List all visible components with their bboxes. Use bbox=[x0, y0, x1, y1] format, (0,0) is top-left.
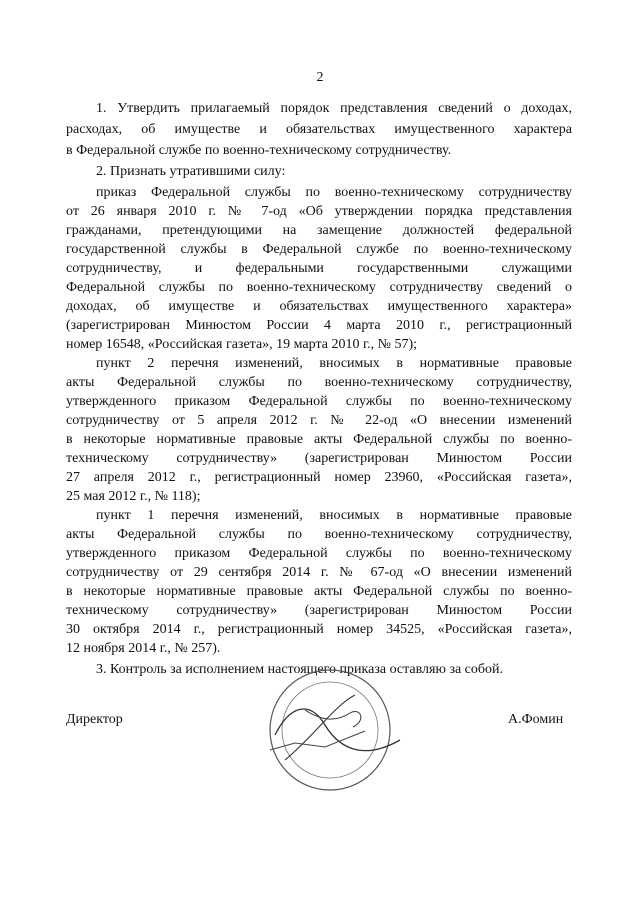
text-line: сотрудничеству от 29 сентября 2014 г. № 67-од «О внесении изменений bbox=[66, 565, 572, 580]
text-line: техническому сотрудничеству» (зарегистрирован Минюстом России bbox=[66, 603, 572, 618]
text-line: 27 апреля 2012 г., регистрационный номер 23960, «Российская газета», bbox=[66, 470, 572, 485]
text-line: доходах, об имуществе и обязательствах имущественного характера» bbox=[66, 299, 572, 314]
text-line: 2. Признать утратившими силу: bbox=[96, 164, 286, 179]
text-line: утвержденного приказом Федеральной службы по военно-техническому bbox=[66, 546, 572, 561]
text-line: в Федеральной службе по военно-техническому сотрудничеству. bbox=[66, 143, 452, 158]
text-line: утвержденного приказом Федеральной службы по военно-техническому bbox=[66, 394, 572, 409]
text-line: расходах, об имуществе и обязательствах имущественного характера bbox=[66, 122, 572, 137]
official-stamp-with-signature bbox=[255, 665, 405, 795]
text-line: пункт 1 перечня изменений, вносимых в нормативные правовые bbox=[96, 508, 572, 523]
text-line: в некоторые нормативные правовые акты Федеральной службы по военно- bbox=[66, 584, 572, 599]
text-line: техническому сотрудничеству» (зарегистрирован Минюстом России bbox=[66, 451, 572, 466]
text-line: 3. Контроль за исполнением настоящего приказа оставляю за собой. bbox=[96, 662, 504, 677]
text-line: сотрудничеству, и федеральными государственными служащими bbox=[66, 261, 572, 276]
text-line: пункт 2 перечня изменений, вносимых в нормативные правовые bbox=[96, 356, 572, 371]
text-line: приказ Федеральной службы по военно-техническому сотрудничеству bbox=[96, 185, 572, 200]
text-line: от 26 января 2010 г. № 7-од «Об утверждении порядка представления bbox=[66, 204, 572, 219]
text-line: гражданами, претендующими на замещение должностей федеральной bbox=[66, 223, 572, 238]
text-line: номер 16548, «Российская газета», 19 марта 2010 г., № 57); bbox=[66, 337, 418, 352]
text-line: 1. Утвердить прилагаемый порядок представления сведений о доходах, bbox=[96, 101, 572, 116]
text-line: сотрудничеству от 5 апреля 2012 г. № 22-од «О внесении изменений bbox=[66, 413, 572, 428]
text-line: акты Федеральной службы по военно-техническому сотрудничеству, bbox=[66, 375, 572, 390]
text-line: 25 мая 2012 г., № 118); bbox=[66, 489, 201, 504]
text-line: акты Федеральной службы по военно-техническому сотрудничеству, bbox=[66, 527, 572, 542]
signatory-position: Директор bbox=[66, 712, 123, 727]
text-line: (зарегистрирован Минюстом России 4 марта 2010 г., регистрационный bbox=[66, 318, 572, 333]
text-line: 30 октября 2014 г., регистрационный номер 34525, «Российская газета», bbox=[66, 622, 572, 637]
text-line: Федеральной службы по военно-техническому сотрудничеству сведений о bbox=[66, 280, 572, 295]
text-line: в некоторые нормативные правовые акты Федеральной службы по военно- bbox=[66, 432, 572, 447]
text-line: государственной службы в Федеральной службе по военно-техническому bbox=[66, 242, 572, 257]
text-line: 12 ноября 2014 г., № 257). bbox=[66, 641, 221, 656]
page-number: 2 bbox=[316, 70, 324, 85]
signatory-name: А.Фомин bbox=[508, 712, 564, 727]
